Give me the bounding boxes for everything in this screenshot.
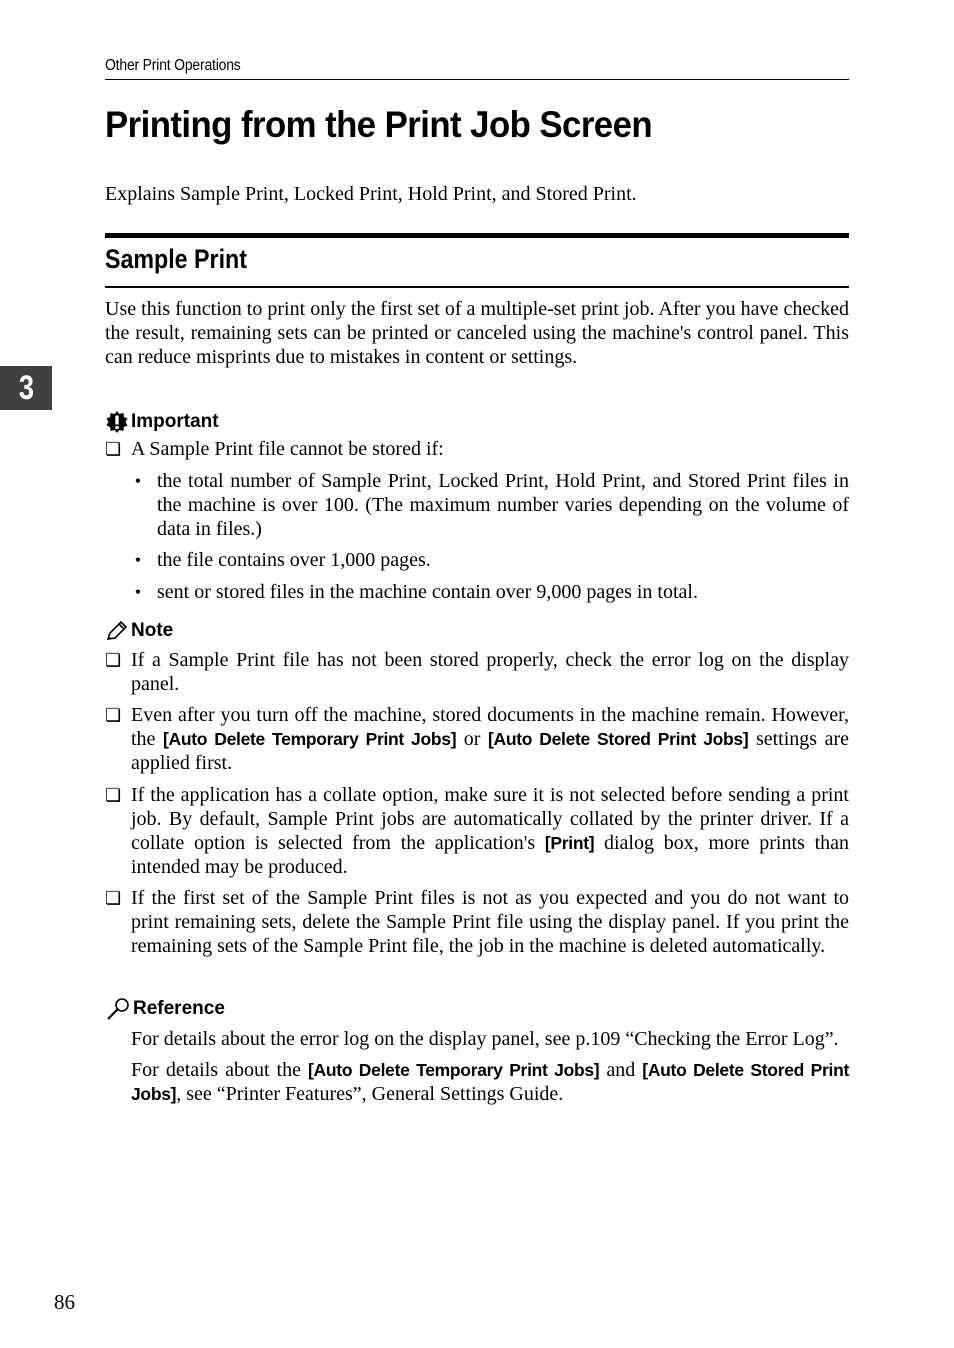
note-item <box>105 886 849 958</box>
note-label <box>105 620 173 642</box>
magnifier-icon <box>105 997 131 1021</box>
bullet-icon: • <box>134 550 141 570</box>
list-item <box>105 580 849 604</box>
bullet-text: sent or stored files in the machine contain over 9,000 pages in total. <box>157 581 698 603</box>
reference-text-part: , see “Printer Features”, General Settings Guide. <box>176 1083 564 1105</box>
chapter-number: 3 <box>18 368 34 407</box>
note-item <box>105 783 849 879</box>
setting-key: [Auto Delete Temporary Print Jobs] <box>162 729 457 749</box>
important-bullet-list <box>105 469 849 604</box>
page-number: 86 <box>54 1290 75 1314</box>
reference-paragraph <box>131 1058 849 1106</box>
note-label-text: Note <box>131 620 174 641</box>
note-text-part: dialog box, more prints than intended may be produced. <box>131 832 849 878</box>
checkbox-icon: ❏ <box>105 888 122 908</box>
section-rule <box>105 286 849 288</box>
note-item <box>105 648 849 696</box>
intro-text: Explains Sample Print, Locked Print, Hold Print, and Stored Print. <box>105 183 637 205</box>
setting-key: [Auto Delete Stored Print Jobs] <box>131 1060 849 1104</box>
important-item-text: A Sample Print file cannot be stored if: <box>131 438 444 460</box>
list-item <box>105 469 849 541</box>
important-label-text: Important <box>131 411 219 432</box>
note-text-part: Even after you turn off the machine, stored documents in the machine remain. However, the <box>131 704 849 750</box>
setting-key: [Auto Delete Temporary Print Jobs] <box>308 1060 600 1080</box>
chapter-tab <box>0 366 52 410</box>
section-paragraph: Use this function to print only the first set of a multiple-set print job. After you have checked the result, remaining sets can be printed or canceled using the machine's control panel. This can reduce misprints due to mistakes in content or settings. <box>105 298 849 368</box>
note-text-part: or <box>456 728 488 750</box>
pencil-icon <box>105 620 129 642</box>
note-text-part: settings are applied first. <box>131 728 849 774</box>
checkbox-icon: ❏ <box>105 785 122 805</box>
reference-label <box>105 997 225 1021</box>
note-block <box>105 648 849 958</box>
reference-text-part: For details about the <box>131 1059 309 1081</box>
important-label <box>105 410 219 434</box>
list-item <box>105 548 849 572</box>
note-text-part: If the application has a collate option, make sure it is not selected before sending a print job. By default, Sample Print jobs are automatically collated by the printer driver. If a collate option is selected from the application's <box>131 784 849 854</box>
important-icon <box>105 410 129 434</box>
note-item-text: If a Sample Print file has not been stored properly, check the error log on the display panel. <box>131 649 849 695</box>
bullet-icon: • <box>134 582 141 602</box>
checkbox-icon: ❏ <box>105 650 122 670</box>
note-item-text: If the first set of the Sample Print files is not as you expected and you do not want to print remaining sets, delete the Sample Print file using the display panel. If you print the remaining sets of the Sample Print file, the job in the machine is deleted automatically. <box>131 887 849 957</box>
checkbox-icon: ❏ <box>105 439 122 459</box>
setting-key: [Auto Delete Stored Print Jobs] <box>487 729 749 749</box>
note-item <box>105 703 849 775</box>
note-item-text <box>131 703 849 775</box>
setting-key: [Print] <box>544 833 595 853</box>
bullet-text: the file contains over 1,000 pages. <box>157 549 431 571</box>
checkbox-icon: ❏ <box>105 705 122 725</box>
bullet-icon: • <box>134 471 141 491</box>
important-block <box>105 437 849 604</box>
bullet-text: the total number of Sample Print, Locked Print, Hold Print, and Stored Print files in the machine is over 100. (The maximum number varies depending on the volume of data in files.) <box>157 470 849 540</box>
important-item <box>105 437 849 461</box>
header-rule <box>105 79 849 80</box>
note-item-text <box>131 783 849 879</box>
page-title: Printing from the Print Job Screen <box>105 104 653 145</box>
running-header: Other Print Operations <box>105 57 241 74</box>
reference-block <box>131 1027 849 1106</box>
reference-text-part: and <box>599 1059 643 1081</box>
section-title: Sample Print <box>105 244 247 274</box>
section-bar <box>105 233 849 238</box>
reference-paragraph: For details about the error log on the display panel, see p.109 “Checking the Error Log”. <box>131 1028 839 1050</box>
reference-label-text: Reference <box>133 998 225 1019</box>
